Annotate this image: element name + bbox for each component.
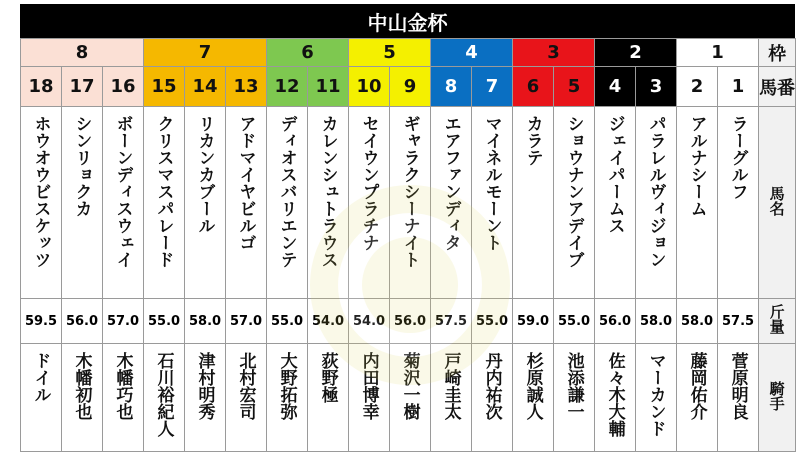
kinryo-value: 57.0 xyxy=(103,299,144,344)
waku-8: 8 xyxy=(21,39,144,67)
jockey-name: 戸崎圭太 xyxy=(440,352,461,420)
horse-number: 5 xyxy=(554,67,595,107)
horse-number: 10 xyxy=(349,67,390,107)
horse-name-cell xyxy=(21,107,62,299)
horse-name: リカンカブール xyxy=(194,115,215,234)
jockey-cell xyxy=(390,344,431,452)
header-waku: 枠 xyxy=(759,39,796,67)
header-name-label: 馬名 xyxy=(767,185,786,216)
horse-name-cell xyxy=(185,107,226,299)
horse-number: 6 xyxy=(513,67,554,107)
jockey-name: 荻野極 xyxy=(317,352,338,403)
horse-number: 4 xyxy=(595,67,636,107)
kinryo-value: 54.0 xyxy=(308,299,349,344)
header-kinryo xyxy=(759,299,796,344)
jockey-cell xyxy=(636,344,677,452)
horse-name: クリスマスパレード xyxy=(153,115,174,268)
race-title: 中山金杯 xyxy=(20,4,795,38)
horse-name-cell xyxy=(472,107,513,299)
horse-name: ラーグルフ xyxy=(727,115,748,200)
horse-name: ショウナンアデイブ xyxy=(563,115,584,268)
kinryo-value: 58.0 xyxy=(636,299,677,344)
horse-name-cell xyxy=(554,107,595,299)
jockey-name: 石川裕紀人 xyxy=(153,352,174,437)
jockey-cell xyxy=(554,344,595,452)
jockey-row xyxy=(21,344,796,452)
horse-number: 14 xyxy=(185,67,226,107)
horse-name: ディオスバリエンテ xyxy=(276,115,297,268)
horse-name-cell xyxy=(677,107,718,299)
jockey-name: マーカンド xyxy=(645,352,666,437)
jockey-name: 池添謙一 xyxy=(563,352,584,420)
umaban-row xyxy=(21,67,796,107)
horse-name-cell xyxy=(103,107,144,299)
jockey-cell xyxy=(595,344,636,452)
horse-number: 16 xyxy=(103,67,144,107)
jockey-name: 菊沢一樹 xyxy=(399,352,420,420)
header-umaban: 馬番 xyxy=(759,67,796,107)
jockey-name: 大野拓弥 xyxy=(276,352,297,420)
kinryo-value: 55.0 xyxy=(472,299,513,344)
header-jockey xyxy=(759,344,796,452)
kinryo-value: 58.0 xyxy=(677,299,718,344)
horse-name: セイウンプラチナ xyxy=(358,115,379,251)
jockey-cell xyxy=(21,344,62,452)
jockey-cell xyxy=(308,344,349,452)
entry-table xyxy=(20,38,796,452)
waku-row xyxy=(21,39,796,67)
horse-name: エアファンディタ xyxy=(440,115,461,251)
horse-name-cell xyxy=(431,107,472,299)
horse-name-cell xyxy=(513,107,554,299)
kinryo-value: 55.0 xyxy=(267,299,308,344)
waku-5: 5 xyxy=(349,39,431,67)
jockey-cell xyxy=(267,344,308,452)
jockey-cell xyxy=(226,344,267,452)
header-kinryo-label: 斤量 xyxy=(767,304,786,334)
waku-1: 1 xyxy=(677,39,759,67)
horse-number: 15 xyxy=(144,67,185,107)
horse-number: 13 xyxy=(226,67,267,107)
kinryo-value: 55.0 xyxy=(554,299,595,344)
kinryo-value: 57.0 xyxy=(226,299,267,344)
horse-name-row xyxy=(21,107,796,299)
jockey-cell xyxy=(103,344,144,452)
horse-number: 8 xyxy=(431,67,472,107)
kinryo-value: 56.0 xyxy=(595,299,636,344)
jockey-cell xyxy=(144,344,185,452)
jockey-name: 菅原明良 xyxy=(727,352,748,420)
jockey-name: 北村宏司 xyxy=(235,352,256,420)
horse-name: シンリョクカ xyxy=(71,115,92,217)
jockey-name: 木幡初也 xyxy=(71,352,92,420)
horse-number: 17 xyxy=(62,67,103,107)
horse-number: 12 xyxy=(267,67,308,107)
horse-number: 11 xyxy=(308,67,349,107)
horse-name: カラテ xyxy=(522,115,543,166)
kinryo-row xyxy=(21,299,796,344)
kinryo-value: 57.5 xyxy=(718,299,759,344)
header-name xyxy=(759,107,796,299)
jockey-cell xyxy=(718,344,759,452)
kinryo-value: 55.0 xyxy=(144,299,185,344)
jockey-cell xyxy=(431,344,472,452)
horse-name: ホウオウビスケッツ xyxy=(30,115,51,268)
horse-number: 2 xyxy=(677,67,718,107)
jockey-name: 丹内祐次 xyxy=(481,352,502,420)
kinryo-value: 59.0 xyxy=(513,299,554,344)
waku-6: 6 xyxy=(267,39,349,67)
horse-number: 1 xyxy=(718,67,759,107)
jockey-name: 津村明秀 xyxy=(194,352,215,420)
horse-number: 3 xyxy=(636,67,677,107)
kinryo-value: 54.0 xyxy=(349,299,390,344)
jockey-cell xyxy=(62,344,103,452)
jockey-cell xyxy=(472,344,513,452)
jockey-cell xyxy=(513,344,554,452)
jockey-cell xyxy=(349,344,390,452)
header-jockey-label: 騎手 xyxy=(767,380,786,411)
horse-name: マイネルモーント xyxy=(481,115,502,251)
horse-name-cell xyxy=(267,107,308,299)
horse-name-cell xyxy=(718,107,759,299)
horse-name-cell xyxy=(349,107,390,299)
kinryo-value: 59.5 xyxy=(21,299,62,344)
waku-2: 2 xyxy=(595,39,677,67)
horse-name-cell xyxy=(226,107,267,299)
horse-number: 7 xyxy=(472,67,513,107)
horse-name-cell xyxy=(390,107,431,299)
horse-number: 9 xyxy=(390,67,431,107)
horse-number: 18 xyxy=(21,67,62,107)
jockey-cell xyxy=(185,344,226,452)
horse-name-cell xyxy=(62,107,103,299)
kinryo-value: 58.0 xyxy=(185,299,226,344)
waku-4: 4 xyxy=(431,39,513,67)
jockey-name: 内田博幸 xyxy=(358,352,379,420)
horse-name: アドマイヤビルゴ xyxy=(235,115,256,251)
kinryo-value: 56.0 xyxy=(390,299,431,344)
horse-name-cell xyxy=(595,107,636,299)
kinryo-value: 56.0 xyxy=(62,299,103,344)
jockey-name: 藤岡佑介 xyxy=(686,352,707,420)
horse-name: カレンシュトラウス xyxy=(317,115,338,268)
kinryo-value: 57.5 xyxy=(431,299,472,344)
jockey-name: 木幡巧也 xyxy=(112,352,133,420)
horse-name: アルナシーム xyxy=(686,115,707,217)
jockey-name: 杉原誠人 xyxy=(522,352,543,420)
horse-name: ギャラクシーナイト xyxy=(399,115,420,268)
jockey-cell xyxy=(677,344,718,452)
horse-name: ボーンディスウェイ xyxy=(112,115,133,268)
waku-7: 7 xyxy=(144,39,267,67)
jockey-name: ドイル xyxy=(30,352,51,403)
horse-name-cell xyxy=(308,107,349,299)
horse-name: ジェイパームス xyxy=(604,115,625,234)
horse-name-cell xyxy=(636,107,677,299)
waku-3: 3 xyxy=(513,39,595,67)
horse-name-cell xyxy=(144,107,185,299)
jockey-name: 佐々木大輔 xyxy=(604,352,625,437)
horse-name: パラレルヴィジョン xyxy=(645,115,666,268)
